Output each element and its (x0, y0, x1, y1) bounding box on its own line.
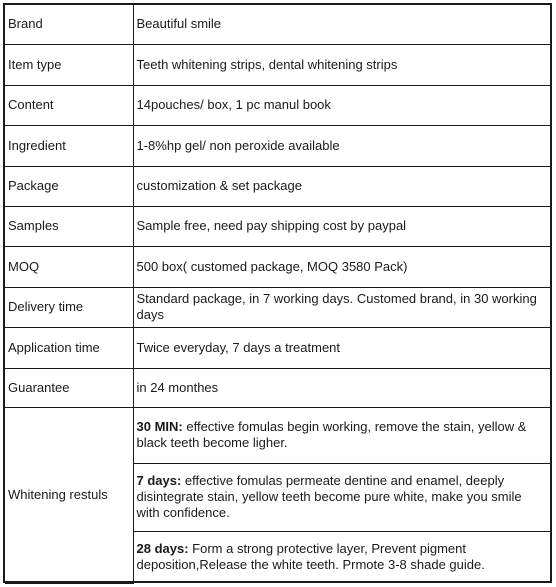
row-label: Application time (5, 327, 133, 368)
whitening-item (133, 531, 550, 583)
row-label: Item type (5, 44, 133, 85)
row-value: Teeth whitening strips, dental whitening strips (133, 44, 550, 85)
row-value: customization & set package (133, 166, 550, 206)
row-label: Ingredient (5, 125, 133, 166)
row-value: 500 box( customed package, MOQ 3580 Pack) (133, 246, 550, 287)
row-value: 14pouches/ box, 1 pc manul book (133, 85, 550, 125)
row-value: Beautiful smile (133, 5, 550, 44)
whitening-item-text: effective fomulas begin working, remove the stain, yellow & black teeth become ligher. (136, 419, 527, 450)
table-row (5, 125, 550, 166)
whitening-item-title: 7 days: (136, 473, 182, 488)
table-row (5, 368, 550, 407)
whitening-item-title: 30 MIN: (136, 419, 183, 434)
product-spec-table (5, 5, 550, 584)
row-value: Standard package, in 7 working days. Customed brand, in 30 working days (133, 287, 550, 327)
whitening-item (133, 463, 550, 531)
row-label: Delivery time (5, 287, 133, 327)
table-row (5, 327, 550, 368)
row-value: Twice everyday, 7 days a treatment (133, 327, 550, 368)
row-value: in 24 monthes (133, 368, 550, 407)
whitening-item-text: Form a strong protective layer, Prevent pigment deposition,Release the white teeth. Prmote 3-8 shade guide. (136, 541, 485, 573)
row-label: Content (5, 85, 133, 125)
row-label: Package (5, 166, 133, 206)
whitening-item-text: effective fomulas permeate dentine and enamel, deeply disintegrate stain, yellow teeth become pure white, make you smile with confidence. (136, 473, 522, 520)
row-value: Sample free, need pay shipping cost by paypal (133, 206, 550, 246)
table-row (5, 166, 550, 206)
table-row (5, 246, 550, 287)
whitening-item (133, 407, 550, 463)
row-label: MOQ (5, 246, 133, 287)
table-row (5, 44, 550, 85)
row-value: 1-8%hp gel/ non peroxide available (133, 125, 550, 166)
table-row (5, 206, 550, 246)
table-row (5, 287, 550, 327)
row-label: Samples (5, 206, 133, 246)
table-row-whitening (5, 407, 550, 463)
table-row (5, 85, 550, 125)
whitening-label: Whitening restuls (5, 407, 133, 583)
table-row (5, 5, 550, 44)
product-spec-sheet (3, 3, 552, 583)
whitening-item-title: 28 days: (136, 541, 189, 557)
row-label: Guarantee (5, 368, 133, 407)
row-label: Brand (5, 5, 133, 44)
